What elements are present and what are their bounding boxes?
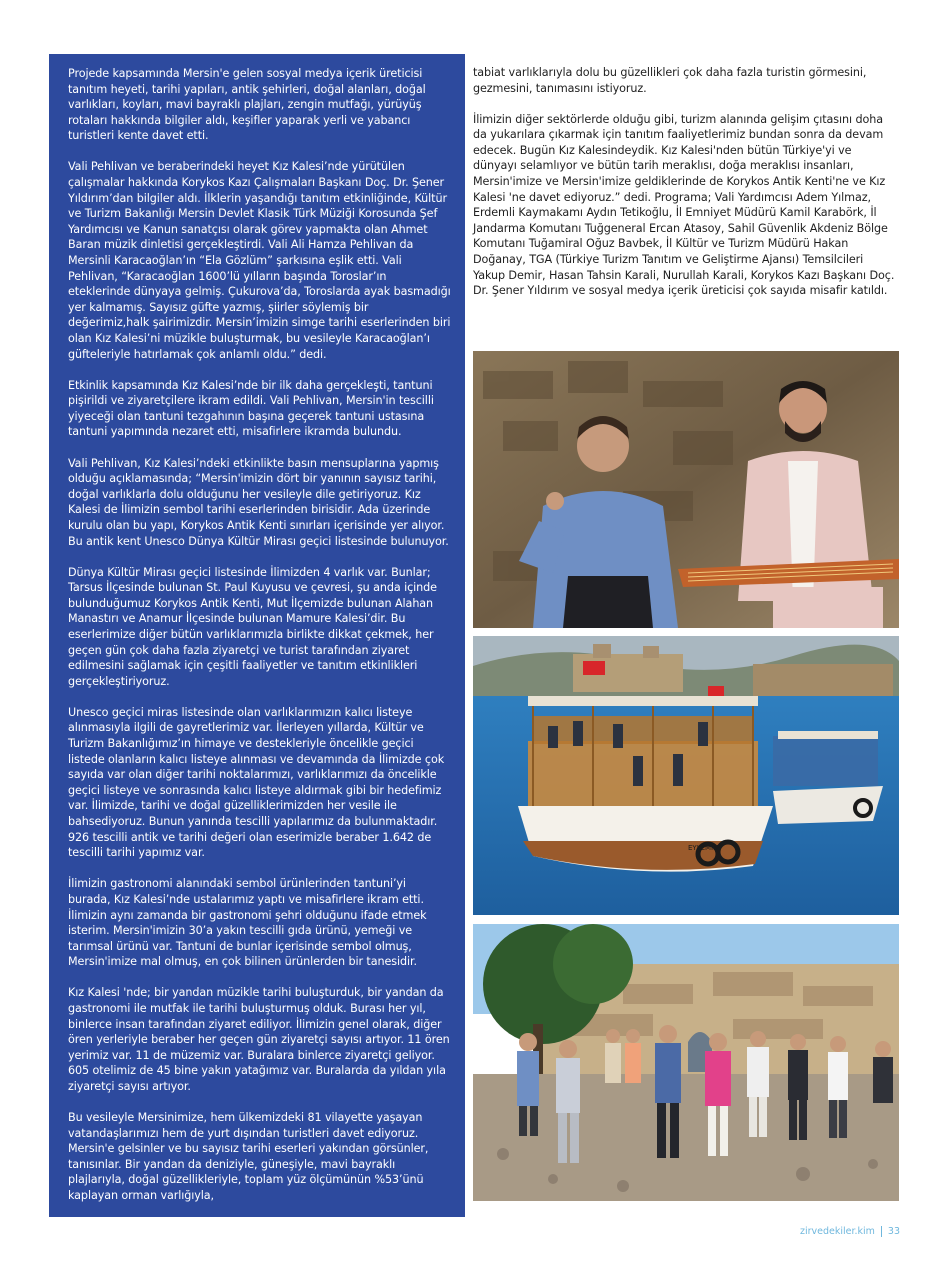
paragraph: Etkinlik kapsamında Kız Kalesi’nde bir ilk daha gerçekleşti, tantuni pişirildi ve ziyaretçilere ikram edildi. Vali Pehlivan, Mersin'in tescilli yiyeceği olan tantuni tezgahının başına geçerek tantuni ustasına tantuni yapımında nezaret etti, misafirlere ikramda bulundu. [68, 378, 434, 439]
footer-site: zirvedekiler.kim [799, 1226, 875, 1237]
paragraph: İlimizin diğer sektörlerde olduğu gibi, turizm alanında gelişim çıtasını doha da yukarılara çıkarmak için tanıtım faaliyetlerimiz bundan sonra da devam edecek. Bugün Kız Kalesindeydik. Kız Kalesi'nden bütün Türkiye'yi ve dünyayı selamlıyor ve bütün tarih meraklısı, doğa meraklısı insanları, Mersin'imize ve Mersin'imize geldiklerinde de Korykos Antik Kenti'ne ve Kız Kalesi 'ne davet ediyoruz.” dedi. Programa; Vali Yardımcısı Adem Yılmaz, Erdemli Kaymakamı Aydın Tetikoğlu, İl Emniyet Müdürü Kamil Karabörk, İl Jandarma Komutanı Tuğgeneral Ercan Atasoy, Sahil Güvenlik Akdeniz Bölge Komutanı Tuğamiral Oğuz Bavbek, İl Kültür ve Turizm Müdürü Hakan Doğanay, TGA (Türkiye Turizm Tanıtım ve Geliştirme Ajansı) Temsilcileri Yakup Demir, Hasan Tahsin Karali, Nurullah Karali, Korykos Kazı Başkanı Doç. Dr. Şener Yıldırım ve sosyal medya içerik üreticisi çok sayıda misafir katıldı. [473, 112, 895, 298]
photo-group-castle [473, 924, 899, 1201]
paragraph: Vali Pehlivan ve beraberindeki heyet Kız Kalesi’nde yürütülen çalışmalar hakkında Korykos Kazı Çalışmaları Başkanı Doç. Dr. Şener Yıldırım’dan bilgiler aldı. İlklerin yaşandığı tanıtım etkinliğinde, Kültür ve Turizm Bakanlığı Mersin Devlet Klasik Türk Müziği Korosunda Şef Yardımcısı ve Kanun sanatçısı olarak görev yapmakta olan Ahmet Baran müzik dinletisi gerçekleştirdi. Vali Ali Hamza Pehlivan da Mersinli Karacaoğlan’ın “Ela Gözlüm” şarkısına eşlik etti. Vali Pehlivan, “Karacaoğlan 1600’lü yılların başında Toroslar’ın eteklerinde dünyaya gelmiş. Çukurova’da, Toroslarda ayak basmadığı yer kalmamış. Sayısız güfte yazmış, şiirler söylemiş bir değerimiz,halk şairimizdir. Mersin’imizin simge tarihi eserlerinden biri olan Kız Kalesi’ni müzikle buluşturmak, bu vesileyle Karacaoğlan’ı güfteleriyle hatırlamak çok anlamlı oldu.” dedi. [68, 160, 451, 361]
paragraph: Projede kapsamında Mersin'e gelen sosyal medya içerik üreticisi tanıtım heyeti, tarihi yapıları, antik şehirleri, doğal alanları, doğal varlıkları, koyları, mavi bayraklı plajları, zengin mutfağı, yürüyüş rotaları hakkında bilgiler aldı, keşifler yaparak yerli ve yabancı turistleri kente davet etti. [68, 67, 426, 143]
page-number: 33 [887, 1226, 900, 1237]
paragraph: Dünya Kültür Mirası geçici listesinde İlimizden 4 varlık var. Bunlar; Tarsus İlçesinde bulunan St. Paul Kuyusu ve çevresi, şu anda içinde bulunduğumuz Korykos Antik Kenti, Mut İlçemizde bulunan Alahan Manastırı ve Anamur İlçesinde bulunan Mamure Kalesi’dir. Bu eserlerimize diğer bütün varlıklarımızla birlikte dikkat çekmek, her geçen gün çok daha fazla ziyaretçi ve turist tarafından ziyaret edilmesini sağlamak için çeşitli faaliyetler ve tanıtım etkinlikleri gerçekleştiriyoruz. [68, 565, 437, 688]
paragraph: tabiat varlıklarıyla dolu bu güzellikleri çok daha fazla turistin görmesini, gezmesini, tanımasını istiyoruz. [473, 66, 867, 95]
footer-divider [881, 1226, 882, 1237]
paragraph: Kız Kalesi 'nde; bir yandan müzikle tarihi buluşturduk, bir yandan da gastronomi ile mutfak ile tarihi buluşturmuş olduk. Burası her yıl, binlerce insan tarafından ziyaret ediliyor. İlimizin genel olarak, diğer ören yerleriyle beraber her geçen gün ziyaretçi sayısı artıyor. 11 ören yerimiz var. 11 de müzemiz var. Buralara binlerce ziyaretçi geliyor. 605 otelimiz de 45 bine yakın yatağımız var. Buralarda da yıldan yıla ziyaretçi sayısı artıyor. [68, 986, 450, 1093]
photo-boats-sea [473, 636, 899, 915]
left-text-column [49, 54, 465, 1217]
right-text-column [473, 65, 898, 314]
paragraph: Bu vesileyle Mersinimize, hem ülkemizdeki 81 vilayette yaşayan vatandaşlarımızı hem de yurt dışından turistleri davet ediyoruz. Mersin'e gelsinler ve bu sayısız tarihi eserleri yakından görsünler, tanısınlar. Bir yandan da deniziyle, güneşiyle, mavi bayraklı plajlarıyla, doğal güzellikleriyle, toplam yüz ölçümünün %53’ünü kaplayan orman varlığıyla, [68, 1111, 429, 1202]
photo-governor-musician [473, 351, 899, 628]
paragraph: İlimizin gastronomi alanındaki sembol ürünlerinden tantuni’yi burada, Kız Kalesi’nde ustalarımız yaptı ve misafirlere ikram etti. İlimizin aynı zamanda bir gastronomi şehri olduğunu ifade etmek isterim. Mersin'imizin 30’a yakın tescilli gıda ürünü, yemeği ve tarımsal ürünü var. Tantuni de bunlar içerisinde sembol olmuş, Mersin'imize mal olmuş, en çok bilinen ürünlerden bir tanesidir. [68, 877, 427, 969]
paragraph: Unesco geçici miras listesinde olan varlıklarımızın kalıcı listeye alınmasıyla ilgili de gayretlerimiz var. İlerleyen yıllarda, Kültür ve Turizm Bakanlığımız’ın himaye ve destekleriyle öncelikle geçici listede olanların kalıcı listeye alınması ve devamında da İlimizde çok sayıda var olan diğer tarihi noktalarımızı, varlıklarımızı da öncelikle geçici listeye ve sonrasında kalıcı listeye aldırmak gibi bir hedefimiz var. İlimizde, tarihi ve doğal güzelliklerimizden her vesile ile bahsediyoruz. Bunun yanında tescilli yapılarımız da bulunmaktadır. 926 tescilli antik ve tarihi değeri olan eserimizle beraber 1.642 de tescilli tarihi yapımız var. [68, 705, 445, 860]
paragraph: Vali Pehlivan, Kız Kalesi’ndeki etkinlikte basın mensuplarına yapmış olduğu açıklamasında; “Mersin'imizin dört bir yanının sayısız tarihi, doğal varlıklarla dolu olduğunu her vesileyle dile getiriyoruz. Kız Kalesi de İlimizin sembol tarihi eserlerinden birisidir. Ada üzerinde kurulu olan bu yapı, Korykos Antik Kenti sınırları içerisinde yer alıyor. Bu antik kent Unesco Dünya Kültür Mirası geçici listesinde bulunuyor. [68, 456, 449, 548]
page-footer [800, 1226, 900, 1237]
boat-name-label: EYLEMİN [688, 844, 719, 852]
